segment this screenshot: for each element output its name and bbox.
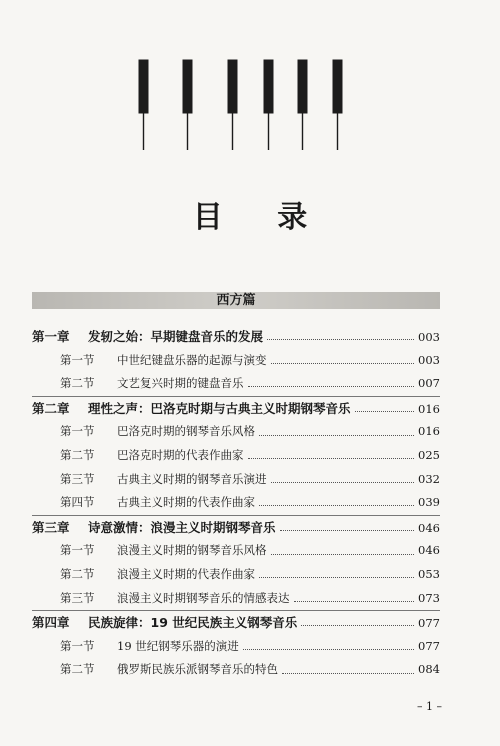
dot-leader [282, 673, 414, 674]
piano-key [228, 60, 237, 113]
toc-entry-page: 016 [418, 401, 440, 416]
toc-entry-title: 古典主义时期的钢琴音乐演进 [117, 471, 267, 486]
toc-chapter-entry[interactable] [32, 516, 440, 540]
toc-entry-title: 浪漫主义时期的钢琴音乐风格 [117, 543, 267, 558]
piano-key [333, 60, 342, 113]
toc-entry-page: 025 [418, 447, 440, 462]
toc-entry-page: 077 [418, 638, 440, 653]
toc-entry-title: 民族旋律：19 世纪民族主义钢琴音乐 [88, 615, 298, 631]
piano-key [139, 60, 148, 113]
table-of-contents [32, 325, 440, 682]
toc-chapter-entry[interactable] [32, 397, 440, 421]
toc-section-entry[interactable] [32, 587, 440, 611]
toc-entry-page: 073 [418, 590, 440, 605]
piano-key [264, 60, 273, 113]
dot-leader [243, 649, 414, 650]
toc-entry-number: 第三章 [32, 519, 70, 535]
toc-entry-title: 古典主义时期的代表作曲家 [117, 495, 255, 510]
toc-entry-number: 第四章 [32, 615, 70, 631]
piano-keys-decoration [0, 0, 500, 180]
dot-leader [271, 363, 415, 364]
toc-entry-title: 诗意激情：浪漫主义时期钢琴音乐 [88, 519, 276, 535]
toc-entry-title: 文艺复兴时期的键盘音乐 [117, 376, 244, 391]
toc-entry-page: 053 [418, 566, 440, 581]
page-number: – 1 – [417, 700, 442, 713]
section-banner-label: 西方篇 [216, 293, 256, 308]
toc-entry-title: 中世纪键盘乐器的起源与演变 [117, 352, 267, 367]
toc-entry-page: 046 [418, 543, 440, 558]
toc-section-entry[interactable] [32, 658, 440, 682]
toc-entry-title: 俄罗斯民族乐派钢琴音乐的特色 [117, 662, 278, 677]
dot-leader [267, 339, 414, 340]
toc-entry-page: 084 [418, 662, 440, 677]
dot-leader [248, 458, 415, 459]
dot-leader [259, 505, 414, 506]
toc-entry-number: 第四节 [60, 495, 95, 510]
toc-chapter-entry[interactable] [32, 611, 440, 635]
toc-section-entry[interactable] [32, 468, 440, 492]
toc-entry-title: 19 世纪钢琴乐器的演进 [117, 638, 239, 653]
toc-entry-number: 第二章 [32, 400, 70, 416]
toc-entry-title: 巴洛克时期的代表作曲家 [117, 447, 244, 462]
dot-leader [259, 577, 414, 578]
toc-entry-title: 发轫之始：早期键盘音乐的发展 [88, 329, 264, 344]
toc-entry-page: 077 [418, 616, 440, 631]
dot-leader [259, 435, 414, 436]
toc-entry-number: 第一节 [60, 638, 95, 653]
toc-section-entry[interactable] [32, 563, 440, 587]
toc-entry-number: 第一章 [32, 329, 70, 344]
toc-entry-number: 第二节 [60, 376, 95, 391]
toc-entry-number: 第二节 [60, 662, 95, 677]
toc-entry-title: 理性之声：巴洛克时期与古典主义时期钢琴音乐 [88, 400, 351, 416]
section-banner [32, 292, 440, 309]
toc-section-entry[interactable] [32, 372, 440, 396]
dot-leader [301, 625, 414, 626]
toc-section-entry[interactable] [32, 491, 440, 515]
toc-entry-number: 第一节 [60, 352, 95, 367]
toc-entry-page: 032 [418, 471, 440, 486]
toc-entry-page: 046 [418, 520, 440, 535]
toc-entry-page: 007 [418, 376, 440, 391]
toc-entry-number: 第二节 [60, 447, 95, 462]
toc-entry-page: 003 [418, 330, 440, 344]
dot-leader [271, 554, 415, 555]
toc-entry-title: 巴洛克时期的钢琴音乐风格 [117, 424, 255, 439]
toc-entry-number: 第一节 [60, 543, 95, 558]
toc-section-entry[interactable] [32, 420, 440, 444]
dot-leader [294, 601, 415, 602]
piano-key [183, 60, 192, 113]
toc-section-entry[interactable] [32, 444, 440, 468]
toc-entry-page: 039 [418, 495, 440, 510]
toc-section-entry[interactable] [32, 635, 440, 659]
dot-leader [271, 482, 415, 483]
dot-leader [248, 386, 415, 387]
toc-entry-number: 第二节 [60, 566, 95, 581]
toc-entry-page: 016 [418, 424, 440, 439]
toc-section-entry[interactable] [32, 539, 440, 563]
toc-entry-number: 第一节 [60, 424, 95, 439]
page-title: 目 录 [192, 200, 330, 235]
dot-leader [280, 530, 415, 531]
piano-key [298, 60, 307, 113]
toc-entry-page: 003 [418, 352, 440, 367]
toc-chapter-entry[interactable] [32, 325, 440, 349]
dot-leader [355, 411, 415, 412]
toc-section-entry[interactable] [32, 349, 440, 373]
toc-entry-title: 浪漫主义时期钢琴音乐的情感表达 [117, 590, 290, 605]
toc-entry-number: 第三节 [60, 590, 95, 605]
toc-entry-title: 浪漫主义时期的代表作曲家 [117, 566, 255, 581]
toc-entry-number: 第三节 [60, 471, 95, 486]
